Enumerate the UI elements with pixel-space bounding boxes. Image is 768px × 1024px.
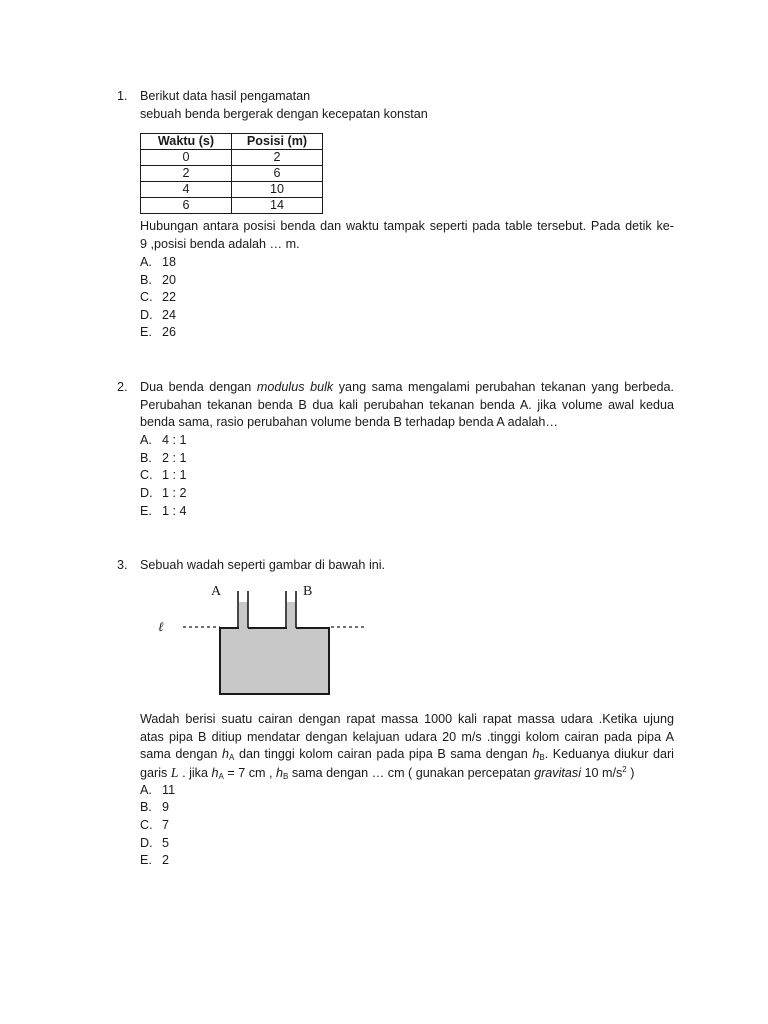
q3-option-b[interactable]: B. 9 (140, 800, 170, 814)
q2-option-b[interactable]: B. 2 : 1 (140, 451, 187, 465)
q3-option-d[interactable]: D. 5 (140, 836, 170, 850)
table-cell: 6 (232, 166, 323, 182)
table-cell: 4 (141, 182, 232, 198)
q2-text2: Perubahan tekanan benda B dua kali perubahan tekanan benda A. jika volume awal kedua (140, 398, 674, 412)
table-cell: 6 (141, 198, 232, 214)
q3-intro: Sebuah wadah seperti gambar di bawah ini. (140, 558, 386, 572)
label-pipe-a: A (211, 584, 222, 599)
pipe-a-liquid (239, 602, 248, 629)
q3-text3: sama dengan $h_A$ dan tinggi kolom cairan pada pipa B sama dengan $h_B$. Keduanya diukur dari (140, 747, 674, 762)
q3-text4: garis L . jika $h_A = 7$ cm , $h_B$ sama dengan … cm ( gunakan percepatan gravitasi 10 $m/s^2$ ) (140, 765, 635, 782)
label-pipe-b: B (303, 584, 313, 599)
q1-text2: 9 ,posisi benda adalah … m. (140, 237, 300, 251)
q2-option-e[interactable]: E. 1 : 4 (140, 504, 187, 518)
q1-number: 1. (117, 89, 128, 103)
q1-option-d[interactable]: D. 24 (140, 308, 177, 322)
q3-option-a[interactable]: A. 11 (140, 783, 176, 797)
table-cell: 2 (141, 166, 232, 182)
table-header-posisi: Posisi (m) (232, 134, 323, 150)
q1-line1: Berikut data hasil pengamatan (140, 89, 311, 103)
q1-option-a[interactable]: A. 18 (140, 255, 177, 269)
table-header-waktu: Waktu (s) (141, 134, 232, 150)
q3-option-e[interactable]: E. 2 (140, 853, 170, 867)
q1-text1: Hubungan antara posisi benda dan waktu tampak seperti pada table tersebut. Pada detik ke- (140, 219, 674, 233)
table-row (141, 166, 323, 182)
q2-number: 2. (117, 380, 128, 394)
q3-option-c[interactable]: C. 7 (140, 818, 170, 832)
q2-option-d[interactable]: D. 1 : 2 (140, 486, 187, 500)
q1-line2: sebuah benda bergerak dengan kecepatan konstan (140, 107, 428, 121)
table-header-row (141, 134, 323, 150)
q1-option-b[interactable]: B. 20 (140, 273, 177, 287)
table-cell: 14 (232, 198, 323, 214)
table-row (141, 150, 323, 166)
q2-text1: Dua benda dengan modulus bulk yang sama mengalami perubahan tekanan yang berbeda. (140, 380, 674, 394)
tank (220, 628, 329, 694)
q3-text1: Wadah berisi suatu cairan dengan rapat massa 1000 kali rapat massa udara .Ketika ujung (140, 712, 674, 726)
table-row (141, 182, 323, 198)
table-cell: 10 (232, 182, 323, 198)
container-figure (145, 578, 375, 703)
q3-number: 3. (117, 558, 128, 572)
q3-text2: atas pipa B ditiup mendatar dengan kelajuan udara 20 m/s .tinggi kolom cairan pada pipa A (140, 730, 674, 744)
q2-text3: benda sama, rasio perubahan volume benda B terhadap benda A adalah… (140, 415, 559, 429)
q1-option-e[interactable]: E. 26 (140, 325, 177, 339)
table-cell: 2 (232, 150, 323, 166)
table-cell: 0 (141, 150, 232, 166)
q2-option-c[interactable]: C. 1 : 1 (140, 468, 187, 482)
pipe-b-liquid (287, 602, 296, 629)
table-row (141, 198, 323, 214)
q2-option-a[interactable]: A. 4 : 1 (140, 433, 187, 447)
q1-data-table (140, 133, 323, 214)
label-line-l: ℓ (158, 619, 164, 634)
q1-option-c[interactable]: C. 22 (140, 290, 177, 304)
